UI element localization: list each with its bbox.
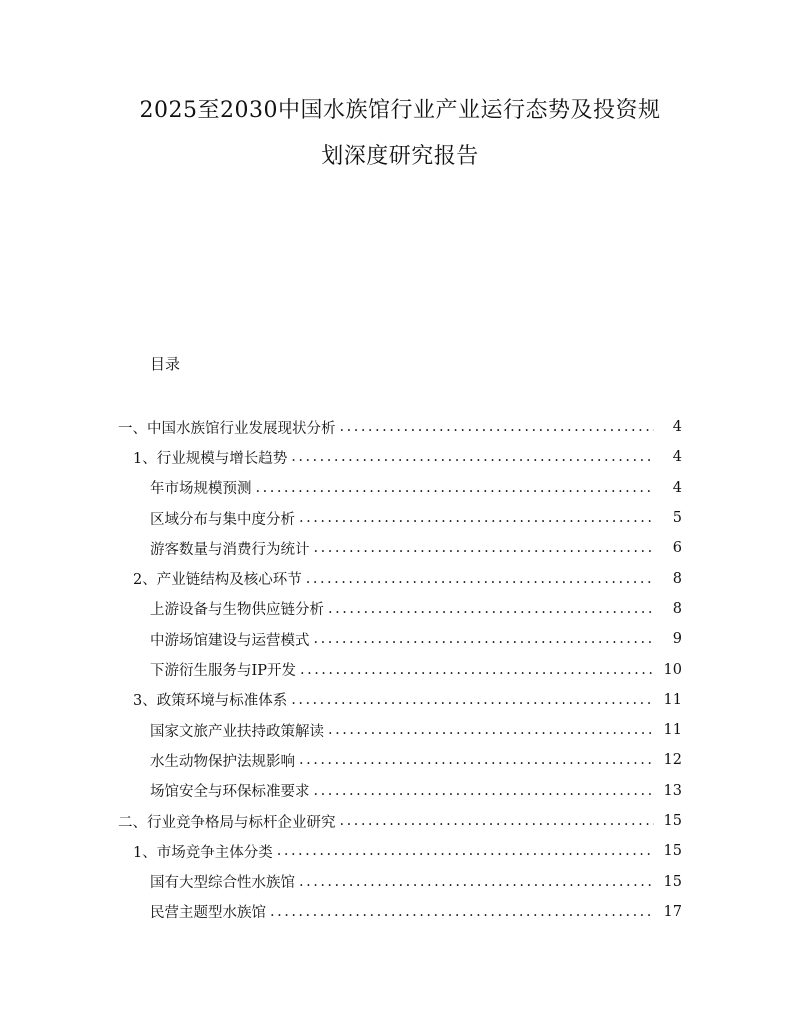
toc-entry[interactable]: [0, 866, 800, 896]
toc-page-number: 8: [672, 570, 682, 587]
toc-entry-title: 民营主题型水族馆: [150, 905, 266, 922]
document-title: [0, 88, 800, 180]
toc-entry[interactable]: [0, 594, 800, 624]
toc-entry[interactable]: [0, 654, 800, 684]
toc-entry[interactable]: [0, 563, 800, 593]
toc-dot-leader: [299, 752, 654, 768]
toc-entry-title: 区域分布与集中度分析: [150, 511, 295, 528]
toc-entry[interactable]: [0, 745, 800, 775]
toc-entry-title: 上游设备与生物供应链分析: [150, 602, 324, 619]
toc-entry[interactable]: [0, 685, 800, 715]
toc-dot-leader: [291, 692, 654, 708]
toc-entry-title: 二、行业竞争格局与标杆企业研究: [118, 814, 336, 831]
toc-page-number: 15: [663, 873, 682, 890]
toc-entry-title: 2、产业链结构及核心环节: [133, 572, 302, 589]
toc-dot-leader: [328, 601, 654, 617]
toc-entry[interactable]: [0, 503, 800, 533]
toc-page-number: 12: [663, 752, 682, 769]
toc-page-number: 4: [672, 449, 682, 466]
toc-entry-title: 游客数量与消费行为统计: [150, 541, 310, 558]
toc-entry[interactable]: [0, 715, 800, 745]
toc-page-number: 6: [672, 540, 682, 557]
toc-entry-title: 国家文旅产业扶持政策解读: [150, 723, 324, 740]
toc-entry[interactable]: [0, 776, 800, 806]
toc-entry-title: 下游衍生服务与IP开发: [150, 663, 296, 680]
toc-page-number: 15: [663, 813, 682, 829]
toc-entry[interactable]: [0, 897, 800, 927]
toc-entry[interactable]: [0, 442, 800, 472]
table-of-contents: [0, 412, 800, 927]
toc-dot-leader: [291, 449, 654, 465]
title-line-2: 划深度研究报告: [321, 144, 479, 169]
toc-entry-title: 中游场馆建设与运营模式: [150, 632, 310, 649]
toc-entry[interactable]: [0, 624, 800, 654]
toc-page-number: 4: [672, 479, 682, 496]
toc-entry-title: 水生动物保护法规影响: [150, 753, 295, 770]
toc-entry[interactable]: [0, 473, 800, 503]
toc-dot-leader: [306, 571, 654, 587]
toc-entry-title: 年市场规模预测: [150, 481, 252, 498]
toc-dot-leader: [314, 631, 655, 647]
toc-dot-leader: [256, 480, 655, 496]
toc-dot-leader: [277, 843, 654, 859]
toc-entry-title: 场馆安全与环保标准要求: [150, 784, 310, 801]
title-line-1: 2025至2030中国水族馆行业产业运行态势及投资规: [139, 98, 661, 123]
toc-dot-leader: [270, 904, 654, 920]
toc-page-number: 15: [663, 843, 682, 860]
toc-entry-title: 国有大型综合性水族馆: [150, 875, 295, 892]
toc-page-number: 4: [672, 419, 682, 436]
toc-page-number: 8: [672, 600, 682, 617]
toc-entry[interactable]: [0, 836, 800, 866]
toc-entry-title: 3、政策环境与标准体系: [133, 693, 288, 710]
toc-page-number: 10: [663, 661, 682, 678]
toc-page-number: 9: [672, 631, 682, 648]
toc-entry[interactable]: [0, 806, 800, 836]
toc-entry[interactable]: [0, 412, 800, 442]
toc-page-number: 5: [672, 510, 682, 527]
toc-heading: 目录: [150, 355, 181, 373]
toc-dot-leader: [314, 540, 655, 556]
toc-dot-leader: [328, 722, 654, 738]
toc-page-number: 17: [663, 903, 682, 920]
toc-entry[interactable]: [0, 533, 800, 563]
toc-page-number: 13: [663, 782, 682, 799]
toc-dot-leader: [299, 510, 654, 526]
toc-page-number: 11: [663, 722, 682, 739]
toc-dot-leader: [314, 783, 655, 799]
toc-entry-title: 一、中国水族馆行业发展现状分析: [118, 420, 336, 437]
toc-dot-leader: [299, 874, 654, 890]
toc-dot-leader: [300, 662, 654, 678]
toc-dot-leader: [340, 419, 655, 435]
toc-page-number: 11: [663, 691, 682, 708]
toc-entry-title: 1、市场竞争主体分类: [133, 844, 273, 861]
toc-entry-title: 1、行业规模与增长趋势: [133, 450, 288, 467]
toc-dot-leader: [340, 813, 655, 829]
